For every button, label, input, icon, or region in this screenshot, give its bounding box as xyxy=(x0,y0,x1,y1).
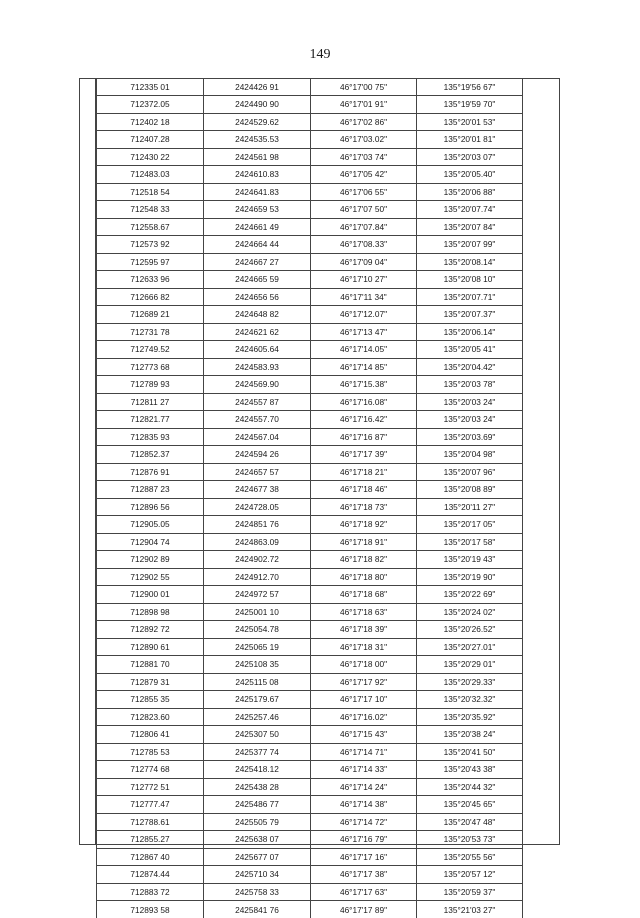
y-coordinate-cell: 2424659 53 xyxy=(204,201,311,219)
latitude-cell: 46°17'05 42" xyxy=(311,166,417,184)
longitude-cell: 135°20'38 24" xyxy=(417,726,523,744)
longitude-cell: 135°19'59 70" xyxy=(417,96,523,114)
table-row xyxy=(97,533,523,551)
table-row xyxy=(97,498,523,516)
y-coordinate-cell: 2425377 74 xyxy=(204,743,311,761)
longitude-cell: 135°20'07.37" xyxy=(417,306,523,324)
y-coordinate-cell: 2424902.72 xyxy=(204,551,311,569)
table-row xyxy=(97,113,523,131)
table-row xyxy=(97,148,523,166)
latitude-cell: 46°17'17 63" xyxy=(311,883,417,901)
y-coordinate-cell: 2424621 62 xyxy=(204,323,311,341)
longitude-cell: 135°20'47 48" xyxy=(417,813,523,831)
latitude-cell: 46°17'11 34" xyxy=(311,288,417,306)
longitude-cell: 135°20'04.42" xyxy=(417,358,523,376)
latitude-cell: 46°17'17 92" xyxy=(311,673,417,691)
table-row xyxy=(97,218,523,236)
table-row xyxy=(97,236,523,254)
x-coordinate-cell: 712407.28 xyxy=(97,131,204,149)
table-row xyxy=(97,323,523,341)
x-coordinate-cell: 712806 41 xyxy=(97,726,204,744)
y-coordinate-cell: 2425638 07 xyxy=(204,831,311,849)
y-coordinate-cell: 2425758 33 xyxy=(204,883,311,901)
table-row xyxy=(97,691,523,709)
y-coordinate-cell: 2424664 44 xyxy=(204,236,311,254)
y-coordinate-cell: 2425418.12 xyxy=(204,761,311,779)
latitude-cell: 46°17'18 31" xyxy=(311,638,417,656)
table-row xyxy=(97,253,523,271)
y-coordinate-cell: 2424583.93 xyxy=(204,358,311,376)
x-coordinate-cell: 712867 40 xyxy=(97,848,204,866)
table-row xyxy=(97,131,523,149)
x-coordinate-cell: 712548 33 xyxy=(97,201,204,219)
latitude-cell: 46°17'14 38" xyxy=(311,796,417,814)
longitude-cell: 135°20'01 53" xyxy=(417,113,523,131)
latitude-cell: 46°17'09 04" xyxy=(311,253,417,271)
y-coordinate-cell: 2424656 56 xyxy=(204,288,311,306)
table-row xyxy=(97,831,523,849)
y-coordinate-cell: 2424665 59 xyxy=(204,271,311,289)
table-row xyxy=(97,901,523,918)
x-coordinate-cell: 712430 22 xyxy=(97,148,204,166)
latitude-cell: 46°17'14 72" xyxy=(311,813,417,831)
table-row xyxy=(97,428,523,446)
longitude-cell: 135°20'41 50" xyxy=(417,743,523,761)
notes-column xyxy=(522,78,560,845)
latitude-cell: 46°17'18 46" xyxy=(311,481,417,499)
y-coordinate-cell: 2425065 19 xyxy=(204,638,311,656)
latitude-cell: 46°17'10 27" xyxy=(311,271,417,289)
longitude-cell: 135°21'03 27" xyxy=(417,901,523,918)
y-coordinate-cell: 2425677 07 xyxy=(204,848,311,866)
x-coordinate-cell: 712904 74 xyxy=(97,533,204,551)
latitude-cell: 46°17'14.05" xyxy=(311,341,417,359)
x-coordinate-cell: 712402 18 xyxy=(97,113,204,131)
longitude-cell: 135°20'17 05" xyxy=(417,516,523,534)
latitude-cell: 46°17'18 80" xyxy=(311,568,417,586)
y-coordinate-cell: 2425486 77 xyxy=(204,796,311,814)
longitude-cell: 135°20'55 56" xyxy=(417,848,523,866)
table-row xyxy=(97,673,523,691)
table-row xyxy=(97,778,523,796)
table-row xyxy=(97,656,523,674)
latitude-cell: 46°17'16 87" xyxy=(311,428,417,446)
x-coordinate-cell: 712774 68 xyxy=(97,761,204,779)
longitude-cell: 135°20'24 02" xyxy=(417,603,523,621)
table-row xyxy=(97,866,523,884)
y-coordinate-cell: 2425001 10 xyxy=(204,603,311,621)
table-row xyxy=(97,796,523,814)
latitude-cell: 46°17'18 92" xyxy=(311,516,417,534)
table-row xyxy=(97,883,523,901)
y-coordinate-cell: 2424648 82 xyxy=(204,306,311,324)
x-coordinate-cell: 712789 93 xyxy=(97,376,204,394)
latitude-cell: 46°17'02 86" xyxy=(311,113,417,131)
table-row xyxy=(97,166,523,184)
table-row xyxy=(97,708,523,726)
longitude-cell: 135°20'35.92" xyxy=(417,708,523,726)
table-row xyxy=(97,446,523,464)
x-coordinate-cell: 712483.03 xyxy=(97,166,204,184)
y-coordinate-cell: 2425257.46 xyxy=(204,708,311,726)
longitude-cell: 135°20'03 07" xyxy=(417,148,523,166)
y-coordinate-cell: 2424561 98 xyxy=(204,148,311,166)
latitude-cell: 46°17'14 24" xyxy=(311,778,417,796)
y-coordinate-cell: 2425710 34 xyxy=(204,866,311,884)
longitude-cell: 135°20'43 38" xyxy=(417,761,523,779)
table-row xyxy=(97,288,523,306)
latitude-cell: 46°17'18 63" xyxy=(311,603,417,621)
x-coordinate-cell: 712890 61 xyxy=(97,638,204,656)
table-row xyxy=(97,271,523,289)
longitude-cell: 135°20'07 96" xyxy=(417,463,523,481)
longitude-cell: 135°20'06 88" xyxy=(417,183,523,201)
latitude-cell: 46°17'18 00" xyxy=(311,656,417,674)
y-coordinate-cell: 2424677 38 xyxy=(204,481,311,499)
y-coordinate-cell: 2424661 49 xyxy=(204,218,311,236)
x-coordinate-cell: 712855.27 xyxy=(97,831,204,849)
x-coordinate-cell: 712558.67 xyxy=(97,218,204,236)
x-coordinate-cell: 712874.44 xyxy=(97,866,204,884)
x-coordinate-cell: 712518 54 xyxy=(97,183,204,201)
longitude-cell: 135°20'17 58" xyxy=(417,533,523,551)
table-row xyxy=(97,393,523,411)
x-coordinate-cell: 712372.05 xyxy=(97,96,204,114)
longitude-cell: 135°20'57 12" xyxy=(417,866,523,884)
y-coordinate-cell: 2425108 35 xyxy=(204,656,311,674)
x-coordinate-cell: 712772 51 xyxy=(97,778,204,796)
table-row xyxy=(97,96,523,114)
table-row xyxy=(97,411,523,429)
y-coordinate-cell: 2424863.09 xyxy=(204,533,311,551)
y-coordinate-cell: 2424535.53 xyxy=(204,131,311,149)
y-coordinate-cell: 2424567.04 xyxy=(204,428,311,446)
table-row xyxy=(97,376,523,394)
longitude-cell: 135°20'03 24" xyxy=(417,411,523,429)
longitude-cell: 135°20'32.32" xyxy=(417,691,523,709)
y-coordinate-cell: 2425179.67 xyxy=(204,691,311,709)
y-coordinate-cell: 2424851 76 xyxy=(204,516,311,534)
latitude-cell: 46°17'07 50" xyxy=(311,201,417,219)
table-row xyxy=(97,568,523,586)
x-coordinate-cell: 712896 56 xyxy=(97,498,204,516)
x-coordinate-cell: 712892 72 xyxy=(97,621,204,639)
x-coordinate-cell: 712573 92 xyxy=(97,236,204,254)
longitude-cell: 135°20'03 24" xyxy=(417,393,523,411)
longitude-cell: 135°20'08.14" xyxy=(417,253,523,271)
longitude-cell: 135°20'22 69" xyxy=(417,586,523,604)
table-row xyxy=(97,603,523,621)
y-coordinate-cell: 2424667 27 xyxy=(204,253,311,271)
longitude-cell: 135°20'03.69" xyxy=(417,428,523,446)
longitude-cell: 135°20'29 01" xyxy=(417,656,523,674)
table-row xyxy=(97,813,523,831)
x-coordinate-cell: 712905.05 xyxy=(97,516,204,534)
latitude-cell: 46°17'18 82" xyxy=(311,551,417,569)
x-coordinate-cell: 712823.60 xyxy=(97,708,204,726)
longitude-cell: 135°20'11 27" xyxy=(417,498,523,516)
x-coordinate-cell: 712731 78 xyxy=(97,323,204,341)
longitude-cell: 135°20'44 32" xyxy=(417,778,523,796)
y-coordinate-cell: 2425115 08 xyxy=(204,673,311,691)
x-coordinate-cell: 712835 93 xyxy=(97,428,204,446)
x-coordinate-cell: 712821.77 xyxy=(97,411,204,429)
table-row xyxy=(97,848,523,866)
latitude-cell: 46°17'16 79" xyxy=(311,831,417,849)
latitude-cell: 46°17'14 71" xyxy=(311,743,417,761)
y-coordinate-cell: 2424569.90 xyxy=(204,376,311,394)
longitude-cell: 135°20'08 89" xyxy=(417,481,523,499)
y-coordinate-cell: 2424605.64 xyxy=(204,341,311,359)
longitude-cell: 135°20'45 65" xyxy=(417,796,523,814)
x-coordinate-cell: 712666 82 xyxy=(97,288,204,306)
coordinates-table-body xyxy=(97,78,523,918)
longitude-cell: 135°20'07 99" xyxy=(417,236,523,254)
table-row xyxy=(97,463,523,481)
x-coordinate-cell: 712898 98 xyxy=(97,603,204,621)
latitude-cell: 46°17'17 16" xyxy=(311,848,417,866)
latitude-cell: 46°17'03.02" xyxy=(311,131,417,149)
x-coordinate-cell: 712881 70 xyxy=(97,656,204,674)
table-row xyxy=(97,201,523,219)
x-coordinate-cell: 712902 89 xyxy=(97,551,204,569)
longitude-cell: 135°20'53 73" xyxy=(417,831,523,849)
x-coordinate-cell: 712811 27 xyxy=(97,393,204,411)
x-coordinate-cell: 712900 01 xyxy=(97,586,204,604)
latitude-cell: 46°17'18 39" xyxy=(311,621,417,639)
longitude-cell: 135°20'29.33" xyxy=(417,673,523,691)
longitude-cell: 135°20'05 41" xyxy=(417,341,523,359)
y-coordinate-cell: 2424641.83 xyxy=(204,183,311,201)
latitude-cell: 46°17'17 89" xyxy=(311,901,417,918)
latitude-cell: 46°17'06 55" xyxy=(311,183,417,201)
longitude-cell: 135°20'08 10" xyxy=(417,271,523,289)
y-coordinate-cell: 2424426 91 xyxy=(204,78,311,96)
latitude-cell: 46°17'17 10" xyxy=(311,691,417,709)
latitude-cell: 46°17'03 74" xyxy=(311,148,417,166)
y-coordinate-cell: 2424912.70 xyxy=(204,568,311,586)
y-coordinate-cell: 2424972 57 xyxy=(204,586,311,604)
longitude-cell: 135°20'07 84" xyxy=(417,218,523,236)
latitude-cell: 46°17'18 73" xyxy=(311,498,417,516)
y-coordinate-cell: 2425438 28 xyxy=(204,778,311,796)
y-coordinate-cell: 2424529.62 xyxy=(204,113,311,131)
table-row xyxy=(97,586,523,604)
longitude-cell: 135°20'01 81" xyxy=(417,131,523,149)
latitude-cell: 46°17'00 75" xyxy=(311,78,417,96)
y-coordinate-cell: 2424557 87 xyxy=(204,393,311,411)
table-row xyxy=(97,306,523,324)
longitude-cell: 135°20'07.74" xyxy=(417,201,523,219)
longitude-cell: 135°20'19 90" xyxy=(417,568,523,586)
y-coordinate-cell: 2425054.78 xyxy=(204,621,311,639)
longitude-cell: 135°20'07.71" xyxy=(417,288,523,306)
x-coordinate-cell: 712893 58 xyxy=(97,901,204,918)
x-coordinate-cell: 712876 91 xyxy=(97,463,204,481)
x-coordinate-cell: 712852.37 xyxy=(97,446,204,464)
table-row xyxy=(97,638,523,656)
table-row xyxy=(97,341,523,359)
x-coordinate-cell: 712749.52 xyxy=(97,341,204,359)
table-row xyxy=(97,78,523,96)
x-coordinate-cell: 712883 72 xyxy=(97,883,204,901)
latitude-cell: 46°17'17 38" xyxy=(311,866,417,884)
x-coordinate-cell: 712785 53 xyxy=(97,743,204,761)
latitude-cell: 46°17'15.38" xyxy=(311,376,417,394)
y-coordinate-cell: 2424610.83 xyxy=(204,166,311,184)
longitude-cell: 135°20'04 98" xyxy=(417,446,523,464)
latitude-cell: 46°17'07.84" xyxy=(311,218,417,236)
longitude-cell: 135°20'06.14" xyxy=(417,323,523,341)
latitude-cell: 46°17'16.02" xyxy=(311,708,417,726)
latitude-cell: 46°17'14 85" xyxy=(311,358,417,376)
latitude-cell: 46°17'15 43" xyxy=(311,726,417,744)
x-coordinate-cell: 712855 35 xyxy=(97,691,204,709)
latitude-cell: 46°17'18 21" xyxy=(311,463,417,481)
y-coordinate-cell: 2424594 26 xyxy=(204,446,311,464)
longitude-cell: 135°20'26.52" xyxy=(417,621,523,639)
latitude-cell: 46°17'16.08" xyxy=(311,393,417,411)
latitude-cell: 46°17'12.07" xyxy=(311,306,417,324)
latitude-cell: 46°17'18 68" xyxy=(311,586,417,604)
longitude-cell: 135°20'03 78" xyxy=(417,376,523,394)
latitude-cell: 46°17'16.42" xyxy=(311,411,417,429)
table-row xyxy=(97,516,523,534)
x-coordinate-cell: 712879 31 xyxy=(97,673,204,691)
table-row xyxy=(97,743,523,761)
table-row xyxy=(97,358,523,376)
y-coordinate-cell: 2425841 76 xyxy=(204,901,311,918)
y-coordinate-cell: 2424728.05 xyxy=(204,498,311,516)
x-coordinate-cell: 712595 97 xyxy=(97,253,204,271)
latitude-cell: 46°17'08.33" xyxy=(311,236,417,254)
table-row xyxy=(97,183,523,201)
table-left-border xyxy=(79,78,80,845)
page-number: 149 xyxy=(0,47,640,63)
coordinates-table xyxy=(96,78,523,918)
x-coordinate-cell: 712773 68 xyxy=(97,358,204,376)
table-row xyxy=(97,551,523,569)
x-coordinate-cell: 712887 23 xyxy=(97,481,204,499)
table-row xyxy=(97,726,523,744)
latitude-cell: 46°17'13 47" xyxy=(311,323,417,341)
x-coordinate-cell: 712335 01 xyxy=(97,78,204,96)
longitude-cell: 135°19'56 67" xyxy=(417,78,523,96)
table-row xyxy=(97,761,523,779)
y-coordinate-cell: 2425307 50 xyxy=(204,726,311,744)
table-row xyxy=(97,621,523,639)
x-coordinate-cell: 712633 96 xyxy=(97,271,204,289)
y-coordinate-cell: 2424490 90 xyxy=(204,96,311,114)
latitude-cell: 46°17'01 91" xyxy=(311,96,417,114)
x-coordinate-cell: 712902 55 xyxy=(97,568,204,586)
x-coordinate-cell: 712689 21 xyxy=(97,306,204,324)
x-coordinate-cell: 712777.47 xyxy=(97,796,204,814)
table-row xyxy=(97,481,523,499)
y-coordinate-cell: 2424557.70 xyxy=(204,411,311,429)
y-coordinate-cell: 2425505 79 xyxy=(204,813,311,831)
latitude-cell: 46°17'18 91" xyxy=(311,533,417,551)
longitude-cell: 135°20'19 43" xyxy=(417,551,523,569)
longitude-cell: 135°20'59 37" xyxy=(417,883,523,901)
longitude-cell: 135°20'05.40" xyxy=(417,166,523,184)
longitude-cell: 135°20'27.01" xyxy=(417,638,523,656)
latitude-cell: 46°17'17 39" xyxy=(311,446,417,464)
y-coordinate-cell: 2424657 57 xyxy=(204,463,311,481)
latitude-cell: 46°17'14 33" xyxy=(311,761,417,779)
x-coordinate-cell: 712788.61 xyxy=(97,813,204,831)
